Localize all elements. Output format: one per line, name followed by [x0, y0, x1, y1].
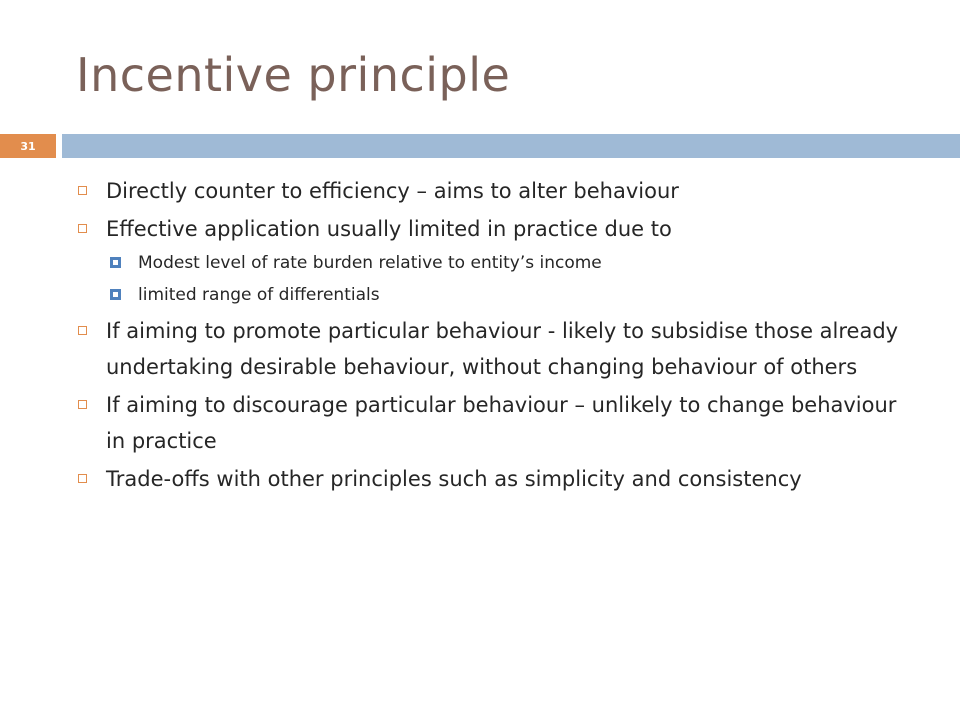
- slide-content: [76, 173, 906, 499]
- square-bullet-icon: [78, 400, 87, 409]
- square-bullet-icon: [78, 186, 87, 195]
- sub-bullet-text: limited range of differentials: [138, 285, 380, 305]
- filled-square-bullet-icon: [110, 257, 121, 268]
- header-bar: [62, 134, 960, 158]
- sub-bullet-item: [110, 249, 906, 277]
- sub-bullet-text: Modest level of rate burden relative to entity’s income: [138, 253, 602, 273]
- bullet-item: [76, 173, 906, 209]
- slide-title: Incentive principle: [76, 48, 511, 102]
- sub-bullet-item: [110, 281, 906, 309]
- bullet-text: If aiming to discourage particular behaviour – unlikely to change behaviour in practice: [106, 393, 897, 453]
- bullet-text: Trade-offs with other principles such as simplicity and consistency: [106, 467, 802, 491]
- bullet-item: [76, 211, 906, 247]
- filled-square-bullet-icon: [110, 289, 121, 300]
- bullet-text: If aiming to promote particular behaviour - likely to subsidise those already undertaking desirable behaviour, without changing behaviour of others: [106, 319, 899, 379]
- square-bullet-icon: [78, 224, 87, 233]
- bullet-item: [76, 387, 906, 459]
- slide-number: 31: [0, 134, 56, 158]
- square-bullet-icon: [78, 326, 87, 335]
- bullet-item: [76, 313, 906, 385]
- bullet-text: Effective application usually limited in practice due to: [106, 217, 672, 241]
- bullet-item: [76, 461, 906, 497]
- bullet-text: Directly counter to efficiency – aims to alter behaviour: [106, 179, 679, 203]
- square-bullet-icon: [78, 474, 87, 483]
